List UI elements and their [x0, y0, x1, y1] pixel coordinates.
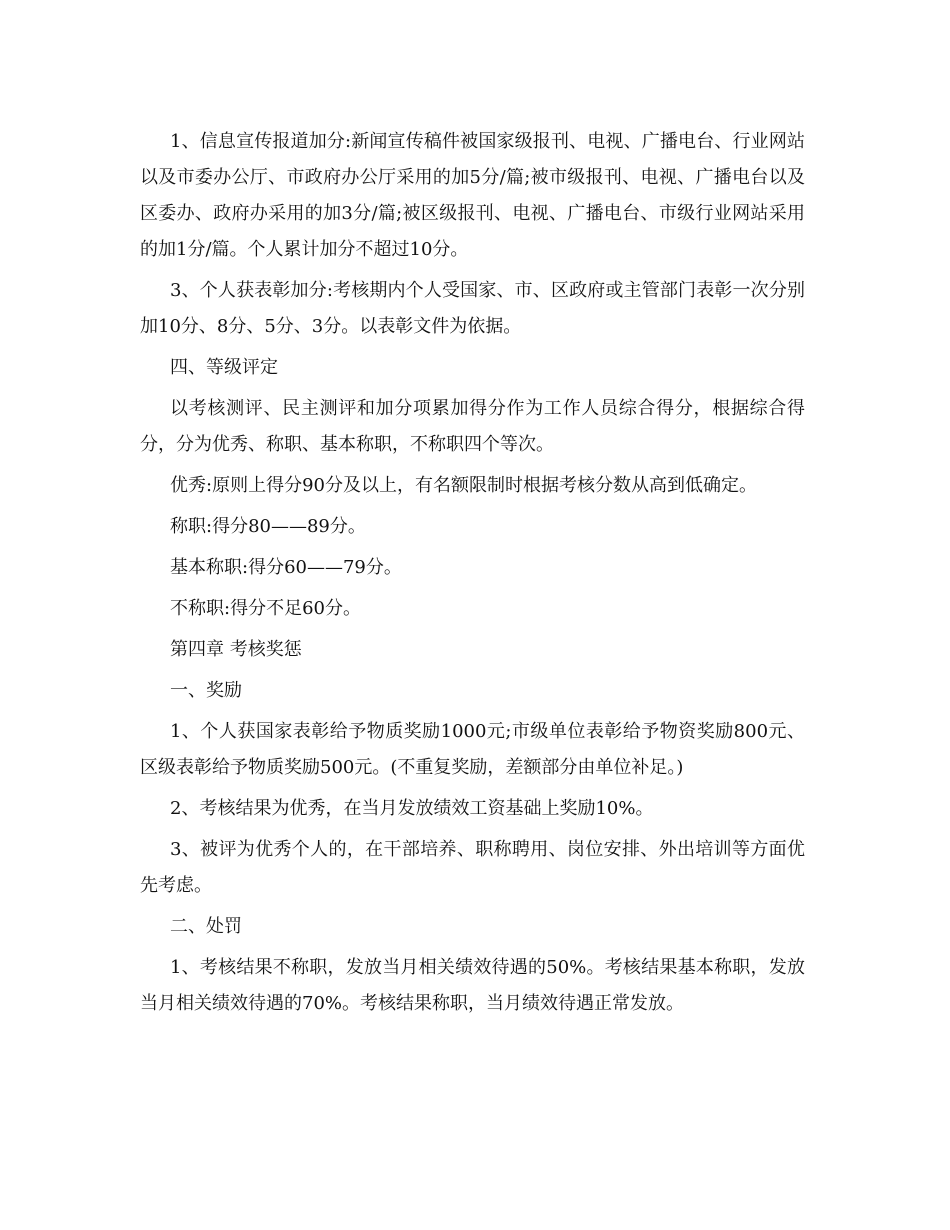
paragraph-reward-excellent-bonus: 2、考核结果为优秀，在当月发放绩效工资基础上奖励10%。: [170, 798, 654, 819]
chapter-heading-rewards-penalties: 第四章 考核奖惩: [170, 639, 302, 660]
paragraph-reward-priority: 3、被评为优秀个人的，在干部培养、职称聘用、岗位安排、外出培训等方面优先考虑。: [140, 839, 805, 896]
section-heading-penalties: 二、处罚: [170, 916, 242, 937]
paragraph-grade-description: 以考核测评、民主测评和加分项累加得分作为工作人员综合得分，根据综合得分，分为优秀、称职、基本称职，不称职四个等次。: [140, 398, 805, 455]
paragraph-reward-material: 1、个人获国家表彰给予物质奖励1000元;市级单位表彰给予物资奖励800元、区级表彰给予物质奖励500元。(不重复奖励，差额部分由单位补足。): [140, 721, 805, 778]
section-heading-rewards: 一、奖励: [170, 680, 242, 701]
paragraph-grade-basically-competent: 基本称职:得分60——79分。: [170, 557, 402, 578]
paragraph-grade-competent: 称职:得分80——89分。: [170, 516, 366, 537]
paragraph-penalty-details: 1、考核结果不称职，发放当月相关绩效待遇的50%。考核结果基本称职，发放当月相关绩效待遇的70%。考核结果称职，当月绩效待遇正常发放。: [140, 957, 805, 1014]
paragraph-grade-incompetent: 不称职:得分不足60分。: [170, 598, 361, 619]
section-heading-grade-evaluation: 四、等级评定: [170, 357, 278, 378]
document-body: [140, 124, 805, 1027]
paragraph-grade-excellent: 优秀:原则上得分90分及以上，有名额限制时根据考核分数从高到低确定。: [170, 475, 757, 496]
paragraph-commendation-bonus: 3、个人获表彰加分:考核期内个人受国家、市、区政府或主管部门表彰一次分别加10分、8分、5分、3分。以表彰文件为依据。: [140, 280, 805, 337]
paragraph-info-publicity-bonus: 1、信息宣传报道加分:新闻宣传稿件被国家级报刊、电视、广播电台、行业网站以及市委办公厅、市政府办公厅采用的加5分/篇;被市级报刊、电视、广播电台以及区委办、政府办采用的加3分/篇;被区级报刊、电视、广播电台、市级行业网站采用的加1分/篇。个人累计加分不超过10分。: [140, 131, 805, 260]
